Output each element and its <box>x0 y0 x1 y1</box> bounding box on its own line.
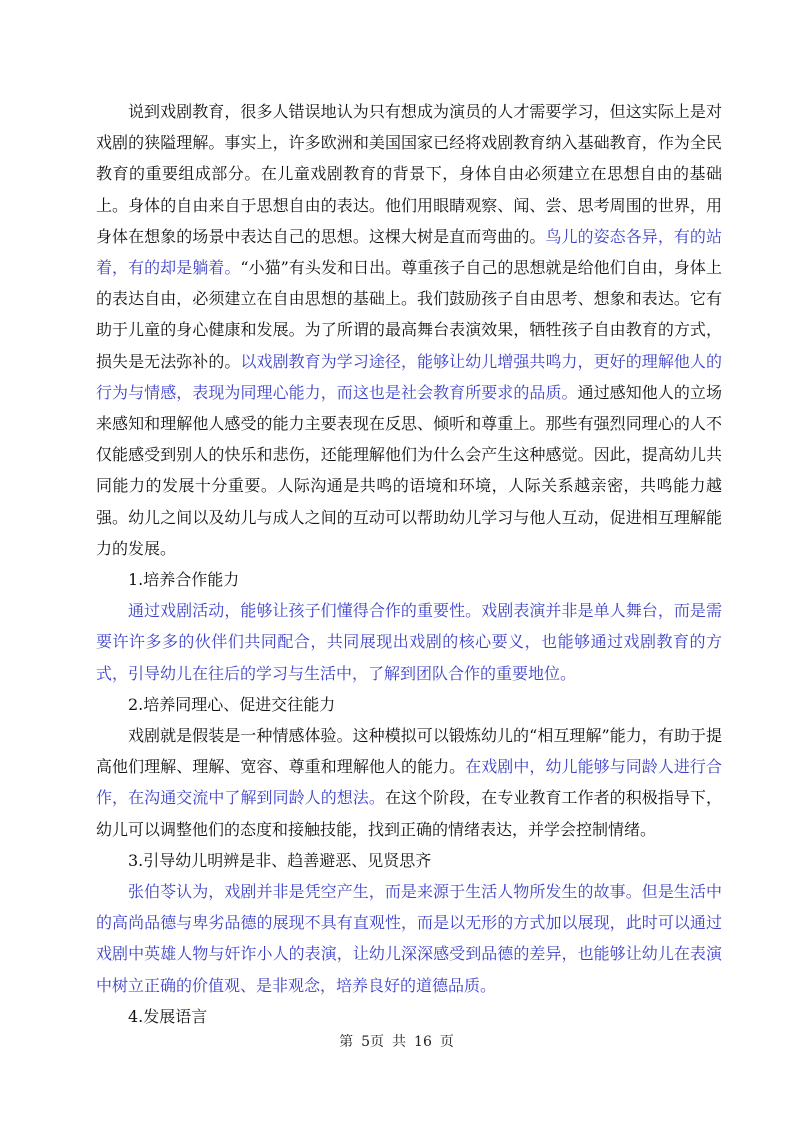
paragraph-text: 戏剧就是假装是一种情感体验。这种模拟可以锻炼幼儿的“相互理解”能力，有助于提高他们理解、理解、宽容、尊重和理解他人的能力。 <box>96 726 722 777</box>
footer-prefix: 第 <box>339 1034 354 1050</box>
footer-suffix: 页 <box>439 1034 454 1050</box>
section-heading-cooperation: 1.培养合作能力 <box>128 570 240 590</box>
page-footer <box>0 1032 793 1052</box>
footer-middle: 共 <box>392 1034 407 1050</box>
section-heading-language: 4.发展语言 <box>128 1006 208 1026</box>
highlighted-text: 鸟儿的姿态各异，有的站着，有的却是躺着。 <box>96 226 722 278</box>
paragraph-text: 在这个阶段，在专业教育工作者的积极指导下，幼儿可以调整他们的态度和接触技能，找到正确的情绪表达，并学会控制情绪。 <box>96 788 722 839</box>
paragraph-text: “小猫”有头发和日出。尊重孩子自己的思想就是给他们自由，身体上的表达自由，必须建立在自由思想的基础上。我们鼓励孩子自由思考、想象和表达。它有助于儿童的身心健康和发展。为了所谓的最高舞台表演效果，牺牲孩子自由教育的方式，损失是无法弥补的。 <box>96 258 722 371</box>
page-body <box>96 96 722 1032</box>
paragraph-morality: 张伯苓认为，戏剧并非是凭空产生，而是来源于生活人物所发生的故事。但是生活中的高尚品德与卑劣品德的展现不具有直观性，而是以无形的方式加以展现，此时可以通过戏剧中英雄人物与奸诈小人的表演，让幼儿深深感受到品德的差异，也能够让幼儿在表演中树立正确的价值观、是非观念，培养良好的道德品质。 <box>96 882 722 995</box>
paragraph-text: 说到戏剧教育，很多人错误地认为只有想成为演员的人才需要学习，但这实际上是对戏剧的狭隘理解。事实上，许多欧洲和美国国家已经将戏剧教育纳入基础教育，作为全民教育的重要组成部分。在儿童戏剧教育的背景下，身体自由必须建立在思想自由的基础上。身体的自由来自于思想自由的表达。他们用眼睛观察、闻、尝、思考周围的世界，用身体在想象的场景中表达自己的思想。这棵大树是直而弯曲的。 <box>96 102 722 246</box>
footer-total-pages: 16 <box>414 1034 432 1050</box>
highlighted-text: 在戏剧中，幼儿能够与同龄人进行合作，在沟通交流中了解到同龄人的想法。 <box>96 757 722 808</box>
section-heading-morality: 3.引导幼儿明辨是非、趋善避恶、见贤思齐 <box>128 850 432 870</box>
section-heading-empathy: 2.培养同理心、促进交往能力 <box>128 694 336 714</box>
footer-page-number: 5页 <box>361 1034 385 1050</box>
highlighted-text: 以戏剧教育为学习途径，能够让幼儿增强共鸣力，更好的理解他人的行为与情感，表现为同理心能力，而这也是社会教育所要求的品质。 <box>96 351 722 402</box>
paragraph-empathy <box>96 720 722 845</box>
paragraph-text: 通过感知他人的立场来感知和理解他人感受的能力主要表现在反思、倾听和尊重上。那些有强烈同理心的人不仅能感受到别人的快乐和悲伤，还能理解他们为什么会产生这种感觉。因此，提高幼儿共同能力的发展十分重要。人际沟通是共鸣的语境和环境，人际关系越亲密，共鸣能力越强。幼儿之间以及幼儿与成人之间的互动可以帮助幼儿学习与他人互动，促进相互理解能力的发展。 <box>96 382 722 558</box>
paragraph-drama-education <box>96 96 722 564</box>
paragraph-cooperation: 通过戏剧活动，能够让孩子们懂得合作的重要性。戏剧表演并非是单人舞台，而是需要许许多多的伙伴们共同配合，共同展现出戏剧的核心要义，也能够通过戏剧教育的方式，引导幼儿在往后的学习与生活中，了解到团队合作的重要地位。 <box>96 601 722 683</box>
